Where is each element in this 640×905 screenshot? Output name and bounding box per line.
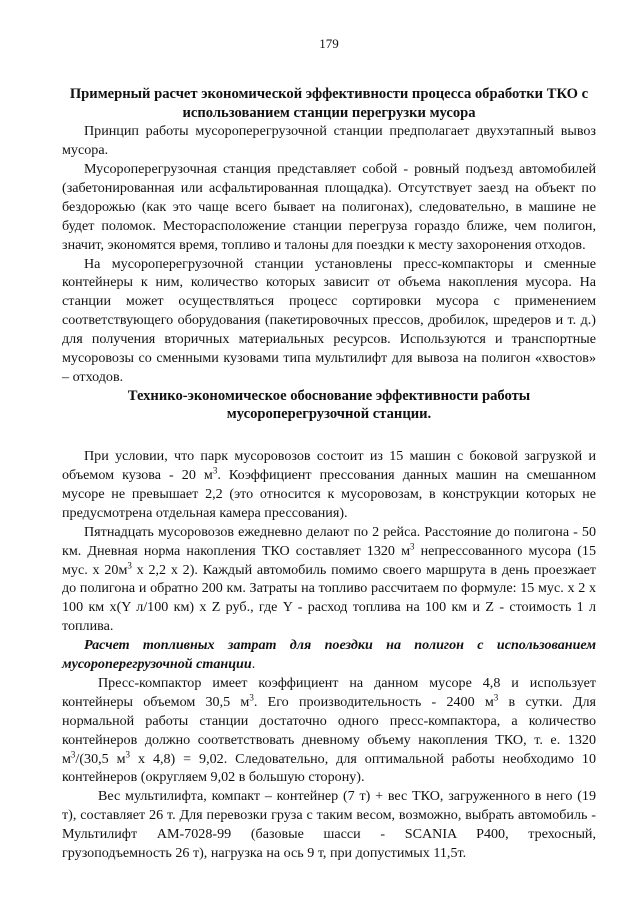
section-title: Примерный расчет экономической эффективности процесса обработки ТКО с использованием станции перегрузки мусора [69,86,589,121]
superscript: 3 [70,748,76,759]
superscript: 3 [212,465,218,476]
text-run: х 4,8) = 9,02. Следовательно, для оптимальной работы необходимо 10 контейнеров (округляем 9,02 в большую сторону). [62,750,596,786]
text-run: . Коэффициент прессования данных машин на смешанном мусоре не превышает 2,2 (это относится к мусоровозам, в конструкции которых не предусмотрена отдельная камера прессования). [62,466,596,521]
paragraph-6 [62,674,596,787]
subheading-period: . [251,656,256,673]
document-page [62,36,596,863]
superscript: 3 [409,540,415,551]
text-run: При условии, что парк мусоровозов состоит из 15 машин с боковой загрузкой и объемом кузова - 20 м [62,448,596,483]
paragraph-5 [62,523,596,636]
text-run: непрессованного мусора (15 мус. х 20м [62,542,596,578]
superscript: 3 [249,692,254,703]
text-run: Пятнадцать мусоровозов ежедневно делают по 2 рейса. Расстояние до полигона - 50 км. Дневная норма накопления ТКО составляет 1320 м [62,523,596,559]
paragraph-4 [62,447,596,523]
page-number: 179 [319,36,339,51]
text-run: в сутки. Для нормальной работы станции достаточно одного пресс-компактора, а количество контейнеров должно соответствовать дневному объему накопления ТКО, т. е. 1320 м [62,693,597,767]
superscript: 3 [127,559,132,570]
superscript: 3 [125,748,131,759]
subheading-text: Расчет топливных затрат для поездки на полигон с использованием мусороперегрузочной станции [62,637,596,673]
subheading-fuel-costs [62,636,596,674]
text-run: /(30,5 м [75,750,126,767]
section-heading-2: Технико-экономическое обоснование эффективности работы мусороперегрузочной станции. [127,387,531,423]
paragraph-7: Вес мультилифта, компакт – контейнер (7 т) + вес ТКО, загруженного в него (19 т), составляет 26 т. Для перевозки груза с таким весом, возможно, выбрать автомобиль - Мультилифт АМ-7028-99 (базовые шасси - SCANIA P400, трехосный, грузоподъемность 26 т), нагрузка на ось 9 т, при допустимых 11,5т. [62,788,596,862]
text-run: х 2,2 х 2). Каждый автомобиль помимо своего маршрута в день проезжает до полигона и обратно 200 км. Затраты на топливо рассчитаем по формуле: 15 мус. х 2 х 100 км х(Y л/100 км) х Z руб., где Y - расход топлива на 100 км и Z - стоимость 1 л топлива. [62,561,596,635]
paragraph-1: Принцип работы мусороперегрузочной станции предполагает двухэтапный вывоз мусора. [62,123,596,159]
text-run: . Его производительность - 2400 м [253,693,494,710]
paragraph-2: Мусороперегрузочная станция представляет собой - ровный подъезд автомобилей (забетонированная или асфальтированная площадка). Отсутствует заезд на объект по бездорожью (как это чаще всего бывает на полигонах), следовательно, в машине не будет поломок. Месторасположение станции перегруза гораздо ближе, чем полигон, значит, экономятся время, топливо и талоны для поездки к месту захоронения отходов. [62,161,596,253]
spacer [62,424,596,447]
superscript: 3 [493,692,499,703]
paragraph-3: На мусороперегрузочной станции установлены пресс-компакторы и сменные контейнеры к ним, количество которых зависит от объема накопления мусора. На станции может осуществляться процесс сортировки мусора с применением соответствующего оборудования (пакетировочных прессов, дробилок, шредеров и т. д.) для получения вторичных материальных ресурсов. Используются и транспортные мусоровозы со сменными кузовами типа мультилифт для вывоза на полигон «хвостов» – отходов. [62,255,596,385]
text-run: Пресс-компактор имеет коэффициент на данном мусоре 4,8 и использует контейнеры объемом 30,5 м [62,674,596,710]
